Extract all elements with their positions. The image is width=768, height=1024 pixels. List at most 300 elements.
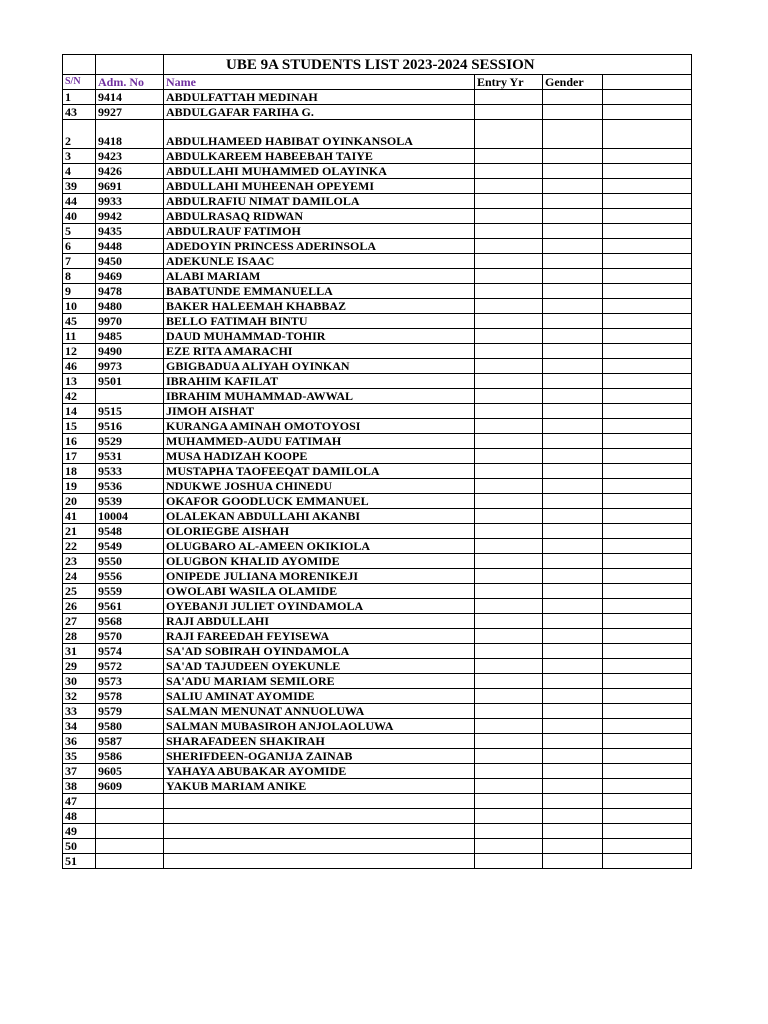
entry-yr-cell [475,404,543,419]
sn-cell: 51 [63,854,96,869]
adm-no-cell: 9580 [96,719,164,734]
header-entry-yr: Entry Yr [475,75,543,90]
entry-yr-cell [475,239,543,254]
gender-cell [543,239,603,254]
gender-cell [543,704,603,719]
entry-yr-cell [475,179,543,194]
sn-cell: 15 [63,419,96,434]
student-list-sheet [62,54,691,869]
entry-yr-cell [475,599,543,614]
entry-yr-cell [475,839,543,854]
name-cell: BABATUNDE EMMANUELLA [164,284,475,299]
blank-cell [603,554,692,569]
sn-cell: 42 [63,389,96,404]
adm-no-cell: 9478 [96,284,164,299]
table-row [63,464,692,479]
gender-cell [543,224,603,239]
table-row [63,674,692,689]
table-row [63,824,692,839]
blank-cell [603,120,692,149]
sn-cell: 32 [63,689,96,704]
sn-cell: 16 [63,434,96,449]
entry-yr-cell [475,524,543,539]
adm-no-cell: 9469 [96,269,164,284]
name-cell [164,854,475,869]
adm-no-cell: 9550 [96,554,164,569]
adm-no-cell: 9480 [96,299,164,314]
sn-cell: 18 [63,464,96,479]
blank-cell [603,599,692,614]
entry-yr-cell [475,209,543,224]
name-cell: ABDULRASAQ RIDWAN [164,209,475,224]
table-row [63,734,692,749]
sn-cell: 12 [63,344,96,359]
gender-cell [543,719,603,734]
entry-yr-cell [475,329,543,344]
entry-yr-cell [475,359,543,374]
gender-cell [543,120,603,149]
sn-cell: 21 [63,524,96,539]
table-row [63,854,692,869]
table-row [63,809,692,824]
sn-cell: 50 [63,839,96,854]
adm-no-cell: 9529 [96,434,164,449]
name-cell: OLORIEGBE AISHAH [164,524,475,539]
gender-cell [543,509,603,524]
sn-cell: 46 [63,359,96,374]
blank-cell [603,90,692,105]
gender-cell [543,599,603,614]
table-row [63,749,692,764]
gender-cell [543,764,603,779]
blank-cell [603,629,692,644]
table-row [63,629,692,644]
gender-cell [543,839,603,854]
adm-no-cell: 9973 [96,359,164,374]
entry-yr-cell [475,299,543,314]
gender-cell [543,404,603,419]
blank-cell [603,644,692,659]
entry-yr-cell [475,90,543,105]
table-row [63,239,692,254]
header-row [63,75,692,90]
gender-cell [543,794,603,809]
sn-cell: 34 [63,719,96,734]
blank-cell [603,734,692,749]
name-cell: IBRAHIM KAFILAT [164,374,475,389]
sn-cell: 27 [63,614,96,629]
table-row [63,524,692,539]
name-cell: RAJI ABDULLAHI [164,614,475,629]
gender-cell [543,164,603,179]
gender-cell [543,479,603,494]
table-row [63,329,692,344]
table-row [63,105,692,120]
table-row [63,494,692,509]
entry-yr-cell [475,539,543,554]
sn-cell: 23 [63,554,96,569]
sn-cell: 2 [63,120,96,149]
gender-cell [543,809,603,824]
name-cell: MUHAMMED-AUDU FATIMAH [164,434,475,449]
adm-no-cell: 9556 [96,569,164,584]
adm-no-cell: 9435 [96,224,164,239]
blank-cell [603,269,692,284]
name-cell: SALMAN MENUNAT ANNUOLUWA [164,704,475,719]
blank-cell [603,614,692,629]
table-row [63,374,692,389]
table-row [63,434,692,449]
entry-yr-cell [475,149,543,164]
gender-cell [543,569,603,584]
entry-yr-cell [475,569,543,584]
entry-yr-cell [475,779,543,794]
adm-no-cell: 9414 [96,90,164,105]
entry-yr-cell [475,614,543,629]
name-cell: BELLO FATIMAH BINTU [164,314,475,329]
adm-no-cell: 9490 [96,344,164,359]
blank-cell [603,539,692,554]
title-blank-cell [63,55,96,75]
gender-cell [543,494,603,509]
entry-yr-cell [475,194,543,209]
table-row [63,764,692,779]
entry-yr-cell [475,164,543,179]
name-cell: OLUGBARO AL-AMEEN OKIKIOLA [164,539,475,554]
table-row [63,584,692,599]
student-list-table [62,54,692,869]
entry-yr-cell [475,794,543,809]
blank-cell [603,659,692,674]
sn-cell: 14 [63,404,96,419]
blank-cell [603,404,692,419]
blank-cell [603,179,692,194]
table-row [63,209,692,224]
name-cell: ABDULRAUF FATIMOH [164,224,475,239]
entry-yr-cell [475,644,543,659]
blank-cell [603,239,692,254]
sn-cell: 4 [63,164,96,179]
sn-cell: 39 [63,179,96,194]
entry-yr-cell [475,479,543,494]
blank-cell [603,389,692,404]
table-row [63,449,692,464]
title-row [63,55,692,75]
sn-cell: 13 [63,374,96,389]
gender-cell [543,299,603,314]
blank-cell [603,434,692,449]
entry-yr-cell [475,434,543,449]
adm-no-cell: 9448 [96,239,164,254]
name-cell: MUSA HADIZAH KOOPE [164,449,475,464]
name-cell: MUSTAPHA TAOFEEQAT DAMILOLA [164,464,475,479]
adm-no-cell: 9587 [96,734,164,749]
gender-cell [543,659,603,674]
entry-yr-cell [475,389,543,404]
table-row [63,120,692,149]
entry-yr-cell [475,584,543,599]
name-cell: ABDULGAFAR FARIHA G. [164,105,475,120]
adm-no-cell [96,809,164,824]
blank-cell [603,449,692,464]
entry-yr-cell [475,494,543,509]
gender-cell [543,524,603,539]
entry-yr-cell [475,824,543,839]
gender-cell [543,824,603,839]
adm-no-cell: 9605 [96,764,164,779]
header-name: Name [164,75,475,90]
name-cell: EZE RITA AMARACHI [164,344,475,359]
blank-cell [603,719,692,734]
entry-yr-cell [475,734,543,749]
gender-cell [543,329,603,344]
sn-cell: 9 [63,284,96,299]
adm-no-cell: 9691 [96,179,164,194]
gender-cell [543,90,603,105]
adm-no-cell [96,824,164,839]
entry-yr-cell [475,374,543,389]
table-row [63,164,692,179]
entry-yr-cell [475,674,543,689]
blank-cell [603,839,692,854]
sheet-title: UBE 9A STUDENTS LIST 2023-2024 SESSION [164,55,692,75]
table-row [63,779,692,794]
table-row [63,179,692,194]
sn-cell: 40 [63,209,96,224]
name-cell: GBIGBADUA ALIYAH OYINKAN [164,359,475,374]
sn-cell: 43 [63,105,96,120]
gender-cell [543,344,603,359]
entry-yr-cell [475,764,543,779]
gender-cell [543,464,603,479]
gender-cell [543,554,603,569]
sn-cell: 10 [63,299,96,314]
blank-cell [603,209,692,224]
sn-cell: 47 [63,794,96,809]
table-row [63,404,692,419]
adm-no-cell: 9516 [96,419,164,434]
blank-cell [603,704,692,719]
sn-cell: 8 [63,269,96,284]
sn-cell: 19 [63,479,96,494]
name-cell: SHERIFDEEN-OGANIJA ZAINAB [164,749,475,764]
blank-cell [603,224,692,239]
sn-cell: 48 [63,809,96,824]
blank-cell [603,809,692,824]
sn-cell: 11 [63,329,96,344]
entry-yr-cell [475,689,543,704]
gender-cell [543,179,603,194]
name-cell: KURANGA AMINAH OMOTOYOSI [164,419,475,434]
blank-cell [603,344,692,359]
sn-cell: 6 [63,239,96,254]
name-cell [164,824,475,839]
entry-yr-cell [475,659,543,674]
entry-yr-cell [475,464,543,479]
adm-no-cell: 9539 [96,494,164,509]
blank-cell [603,794,692,809]
gender-cell [543,359,603,374]
gender-cell [543,419,603,434]
adm-no-cell: 9609 [96,779,164,794]
table-row [63,344,692,359]
gender-cell [543,284,603,299]
table-row [63,149,692,164]
entry-yr-cell [475,629,543,644]
adm-no-cell: 9570 [96,629,164,644]
gender-cell [543,539,603,554]
blank-cell [603,854,692,869]
blank-cell [603,194,692,209]
gender-cell [543,854,603,869]
name-cell: SALMAN MUBASIROH ANJOLAOLUWA [164,719,475,734]
table-row [63,599,692,614]
name-cell: OYEBANJI JULIET OYINDAMOLA [164,599,475,614]
sn-cell: 31 [63,644,96,659]
blank-cell [603,314,692,329]
entry-yr-cell [475,449,543,464]
sn-cell: 7 [63,254,96,269]
entry-yr-cell [475,314,543,329]
adm-no-cell: 9548 [96,524,164,539]
table-row [63,224,692,239]
table-row [63,284,692,299]
table-row [63,509,692,524]
sn-cell: 1 [63,90,96,105]
table-row [63,659,692,674]
gender-cell [543,374,603,389]
gender-cell [543,779,603,794]
name-cell: NDUKWE JOSHUA CHINEDU [164,479,475,494]
blank-cell [603,329,692,344]
table-row [63,539,692,554]
sn-cell: 44 [63,194,96,209]
blank-cell [603,674,692,689]
sn-cell: 25 [63,584,96,599]
blank-cell [603,779,692,794]
gender-cell [543,254,603,269]
sn-cell: 45 [63,314,96,329]
sn-cell: 5 [63,224,96,239]
sn-cell: 22 [63,539,96,554]
blank-cell [603,764,692,779]
adm-no-cell [96,854,164,869]
sn-cell: 24 [63,569,96,584]
gender-cell [543,689,603,704]
blank-cell [603,689,692,704]
adm-no-cell: 9536 [96,479,164,494]
blank-cell [603,749,692,764]
sn-cell: 3 [63,149,96,164]
entry-yr-cell [475,120,543,149]
blank-cell [603,524,692,539]
table-row [63,569,692,584]
entry-yr-cell [475,719,543,734]
entry-yr-cell [475,224,543,239]
sn-cell: 28 [63,629,96,644]
name-cell: DAUD MUHAMMAD-TOHIR [164,329,475,344]
name-cell: ONIPEDE JULIANA MORENIKEJI [164,569,475,584]
adm-no-cell: 9418 [96,120,164,149]
adm-no-cell: 9450 [96,254,164,269]
name-cell: SALIU AMINAT AYOMIDE [164,689,475,704]
name-cell: RAJI FAREEDAH FEYISEWA [164,629,475,644]
name-cell: ADEKUNLE ISAAC [164,254,475,269]
sn-cell: 37 [63,764,96,779]
name-cell [164,839,475,854]
name-cell: OLUGBON KHALID AYOMIDE [164,554,475,569]
gender-cell [543,734,603,749]
sn-cell: 35 [63,749,96,764]
entry-yr-cell [475,704,543,719]
name-cell [164,794,475,809]
name-cell: ABDULRAFIU NIMAT DAMILOLA [164,194,475,209]
sn-cell: 30 [63,674,96,689]
blank-cell [603,569,692,584]
adm-no-cell: 9533 [96,464,164,479]
name-cell: JIMOH AISHAT [164,404,475,419]
name-cell: BAKER HALEEMAH KHABBAZ [164,299,475,314]
name-cell: ABDULKAREEM HABEEBAH TAIYE [164,149,475,164]
name-cell: ALABI MARIAM [164,269,475,284]
gender-cell [543,644,603,659]
blank-cell [603,464,692,479]
gender-cell [543,449,603,464]
gender-cell [543,209,603,224]
table-row [63,389,692,404]
gender-cell [543,389,603,404]
gender-cell [543,149,603,164]
adm-no-cell: 9586 [96,749,164,764]
header-gender: Gender [543,75,603,90]
table-row [63,299,692,314]
table-row [63,479,692,494]
entry-yr-cell [475,344,543,359]
gender-cell [543,269,603,284]
table-row [63,314,692,329]
name-cell: SA'AD TAJUDEEN OYEKUNLE [164,659,475,674]
sn-cell: 41 [63,509,96,524]
blank-cell [603,359,692,374]
name-cell: YAHAYA ABUBAKAR AYOMIDE [164,764,475,779]
sn-cell: 17 [63,449,96,464]
adm-no-cell [96,389,164,404]
name-cell: OWOLABI WASILA OLAMIDE [164,584,475,599]
table-row [63,614,692,629]
name-cell: ADEDOYIN PRINCESS ADERINSOLA [164,239,475,254]
adm-no-cell: 9578 [96,689,164,704]
blank-cell [603,509,692,524]
sn-cell: 38 [63,779,96,794]
sn-cell: 29 [63,659,96,674]
entry-yr-cell [475,254,543,269]
name-cell: ABDULHAMEED HABIBAT OYINKANSOLA [164,120,475,149]
name-cell: ABDULFATTAH MEDINAH [164,90,475,105]
table-row [63,719,692,734]
blank-cell [603,254,692,269]
sn-cell: 26 [63,599,96,614]
table-row [63,839,692,854]
table-row [63,704,692,719]
name-cell: OKAFOR GOODLUCK EMMANUEL [164,494,475,509]
name-cell: OLALEKAN ABDULLAHI AKANBI [164,509,475,524]
adm-no-cell: 9579 [96,704,164,719]
table-row [63,90,692,105]
entry-yr-cell [475,854,543,869]
blank-cell [603,299,692,314]
entry-yr-cell [475,554,543,569]
adm-no-cell: 9531 [96,449,164,464]
